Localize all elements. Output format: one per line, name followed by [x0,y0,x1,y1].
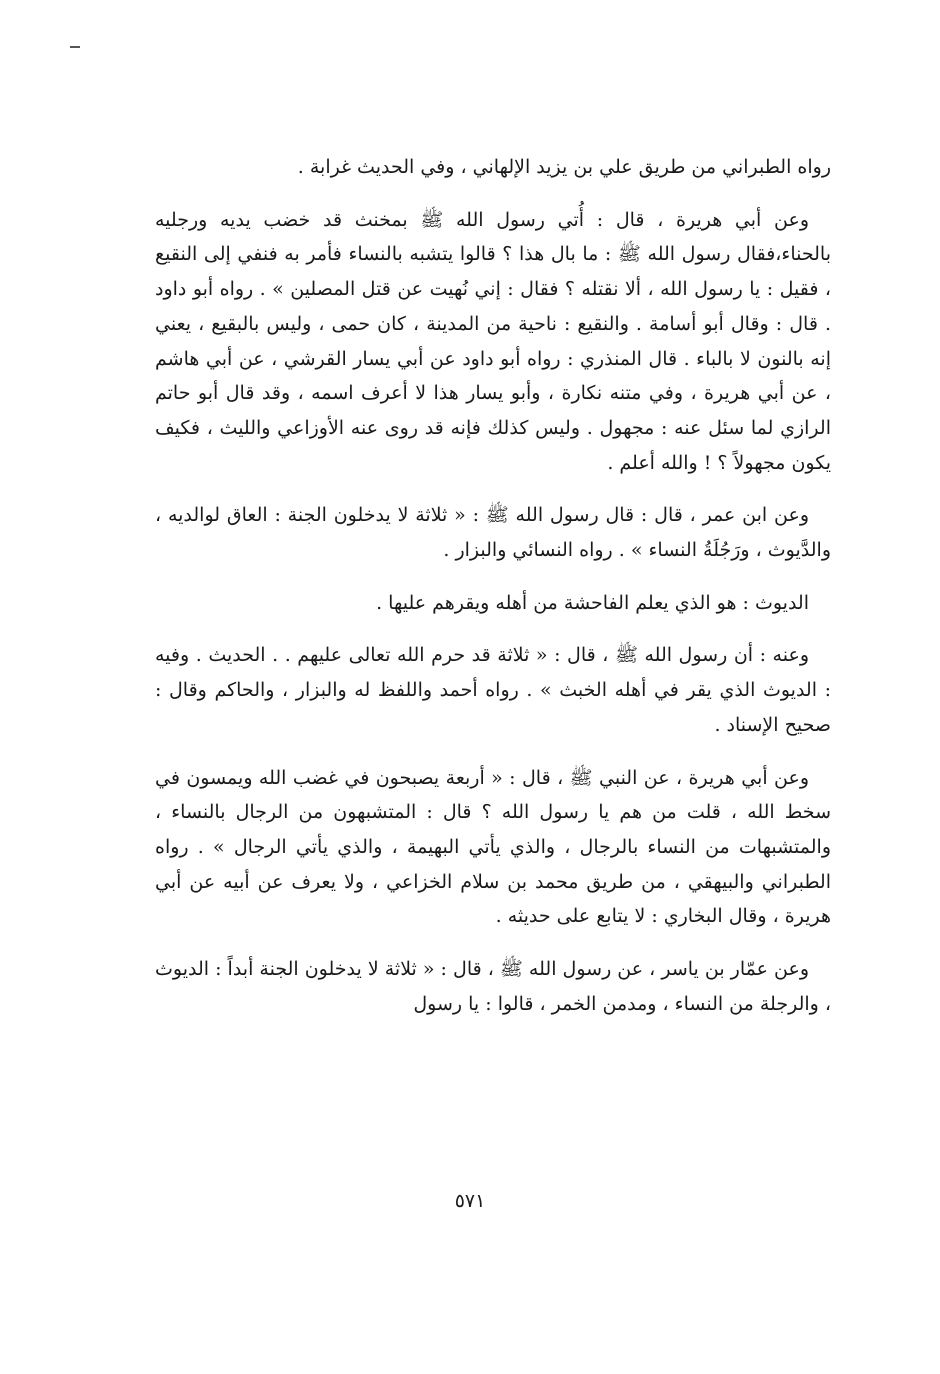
paragraph-gap [155,480,831,498]
paragraph-3: وعن ابن عمر ، قال : قال رسول الله ﷺ : « ثلاثة لا يدخلون الجنة : العاق لوالديه ، والدَّيوث ، ورَجُلَةُ النساء » . رواه النسائي والبزار . [155,504,831,562]
paragraph-4: الديوث : هو الذي يعلم الفاحشة من أهله ويقرهم عليها . [376,591,809,614]
paragraph-2: وعن أبي هريرة ، قال : أُتي رسول الله ﷺ بمخنث قد خضب يديه ورجليه بالحناء،فقال رسول الله ﷺ : ما بال هذا ؟ قالوا يتشبه بالنساء فأمر به فنفي إلى النقيع ، فقيل : يا رسول الله ، ألا نقتله ؟ فقال : إني نُهيت عن قتل المصلين » . رواه أبو داود . قال : وقال أبو أسامة . والنقيع : ناحية من المدينة ، كان حمى ، وليس بالبقيع ، يعني إنه بالنون لا بالباء . قال المنذري : رواه أبو داود عن أبي يسار القرشي ، عن أبي هاشم ، عن أبي هريرة ، وفي متنه نكارة ، وأبو يسار هذا لا أعرف اسمه ، وقد قال أبو حاتم الرازي لما سئل عنه : مجهول . وليس كذلك فإنه قد روى عنه الأوزاعي والليث ، فكيف يكون مجهولاً ؟ ! والله أعلم . [155,208,831,474]
paragraph-6: وعن أبي هريرة ، عن النبي ﷺ ، قال : « أربعة يصبحون في غضب الله ويمسون في سخط الله ، قلت من هم يا رسول الله ؟ قال : المتشبهون من الرجال بالنساء ، والمتشبهات من النساء بالرجال ، والذي يأتي البهيمة ، والذي يأتي الرجال » . رواه الطبراني والبيهقي ، من طريق محمد بن سلام الخزاعي ، ولا يعرف عن أبيه عن أبي هريرة ، وقال البخاري : لا يتابع على حديثه . [155,766,831,928]
paragraph-gap [155,620,831,638]
paragraph-gap [155,934,831,952]
page-number: ٥٧١ [454,1190,486,1212]
body-text [155,150,831,1021]
paragraph-7: وعن عمّار بن ياسر ، عن رسول الله ﷺ ، قال : « ثلاثة لا يدخلون الجنة أبداً : الديوث ، والرجلة من النساء ، ومدمن الخمر ، قالوا : يا رسول [155,958,831,1015]
scan-mark [70,46,80,48]
paragraph-gap [155,568,831,586]
paragraph-gap [155,743,831,761]
paragraph-1: رواه الطبراني من طريق علي بن يزيد الإلهاني ، وفي الحديث غرابة . [297,156,831,178]
paragraph-gap [155,185,831,203]
paragraph-5: وعنه : أن رسول الله ﷺ ، قال : « ثلاثة قد حرم الله تعالى عليهم . . الحديث . وفيه : الديوث الذي يقر في أهله الخبث » . رواه أحمد واللفظ له والبزار ، والحاكم وقال : صحيح الإسناد . [155,644,831,736]
